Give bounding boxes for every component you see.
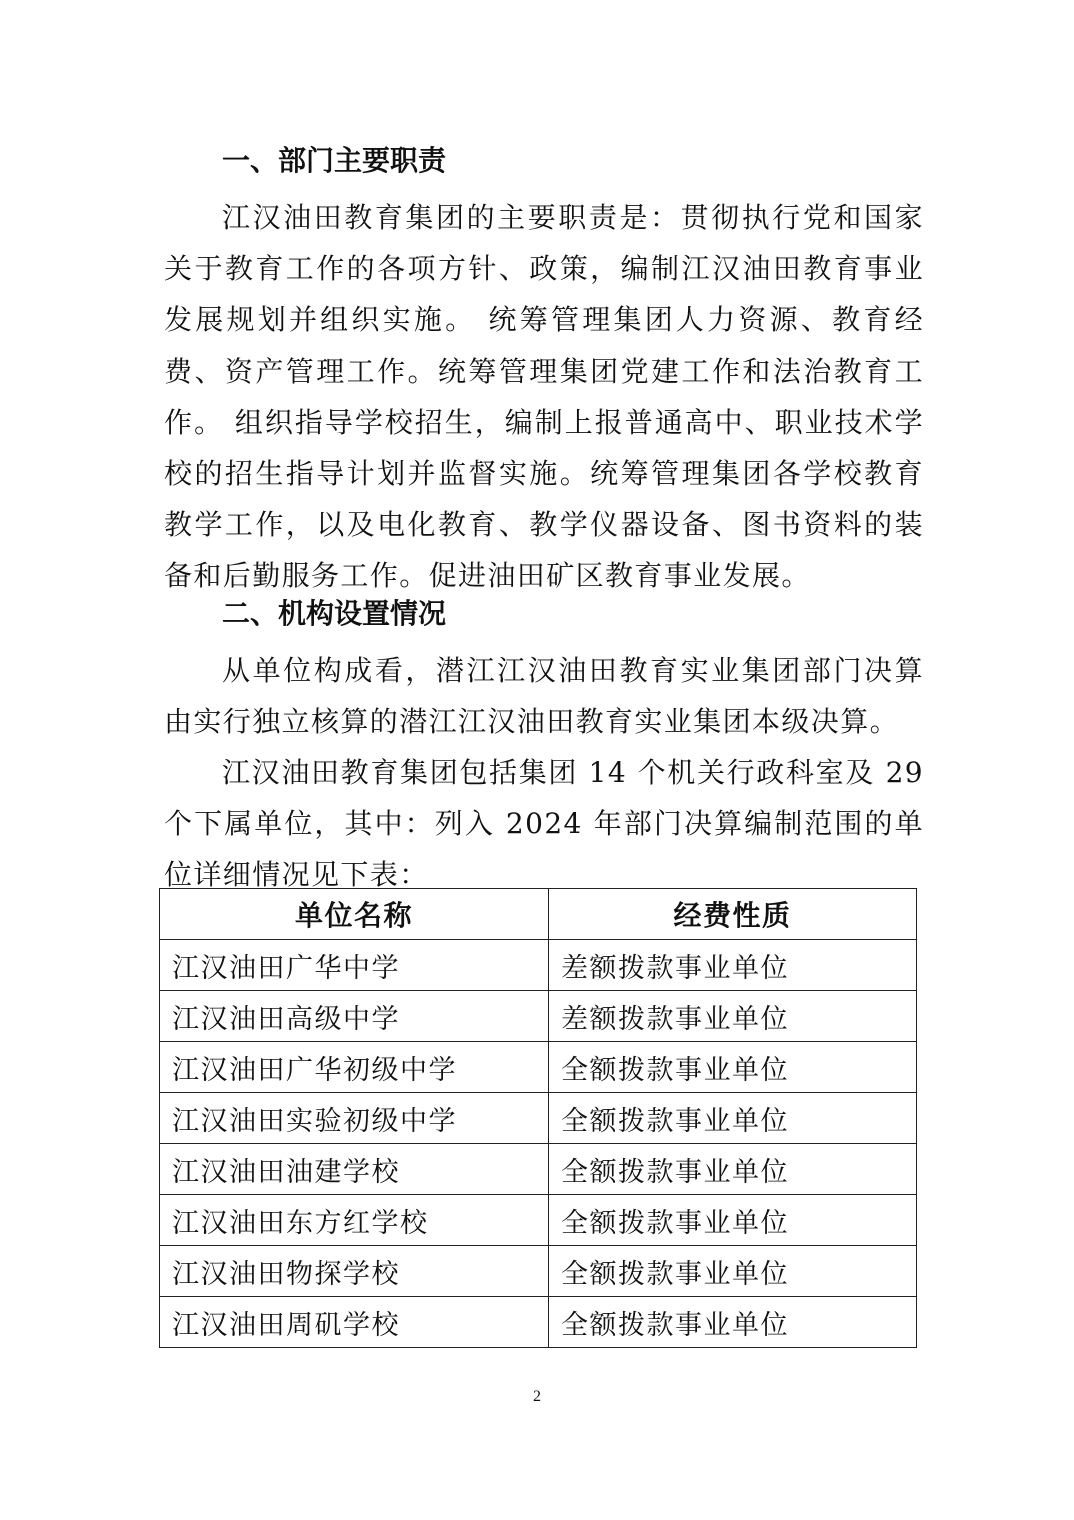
- table-row: [160, 1093, 917, 1144]
- section-heading-organization: 二、机构设置情况: [222, 597, 447, 630]
- organization-paragraph-2: 江汉油田教育集团包括集团 14 个机关行政科室及 29 个下属单位，其中：列入 2024 年部门决算编制范围的单位详细情况见下表：: [164, 756, 924, 892]
- table-row: [160, 1042, 917, 1093]
- table-row: [160, 1246, 917, 1297]
- header-funding-type: 经费性质: [549, 889, 917, 940]
- header-unit-name: 单位名称: [160, 889, 549, 940]
- unit-name-cell: 江汉油田周矶学校: [160, 1297, 549, 1348]
- unit-name-cell: 江汉油田实验初级中学: [160, 1093, 549, 1144]
- table-row: [160, 991, 917, 1042]
- funding-type-cell: 全额拨款事业单位: [549, 1246, 917, 1297]
- funding-type-cell: 差额拨款事业单位: [549, 991, 917, 1042]
- unit-name-cell: 江汉油田广华初级中学: [160, 1042, 549, 1093]
- section-heading-duties: 一、部门主要职责: [222, 144, 447, 177]
- unit-name-cell: 江汉油田高级中学: [160, 991, 549, 1042]
- funding-type-cell: 全额拨款事业单位: [549, 1195, 917, 1246]
- funding-type-cell: 全额拨款事业单位: [549, 1297, 917, 1348]
- table-row: [160, 940, 917, 991]
- table-row: [160, 1297, 917, 1348]
- duties-paragraph: 江汉油田教育集团的主要职责是：贯彻执行党和国家关于教育工作的各项方针、政策，编制江汉油田教育事业发展规划并组织实施。 统筹管理集团人力资源、教育经费、资产管理工作。统筹管理集团党建工作和法治教育工作。 组织指导学校招生，编制上报普通高中、职业技术学校的招生指导计划并监督实施。统筹管理集团各学校教育教学工作，以及电化教育、教学仪器设备、图书资料的装备和后勤服务工作。促进油田矿区教育事业发展。: [164, 201, 924, 593]
- table-row: [160, 1195, 917, 1246]
- funding-type-cell: 全额拨款事业单位: [549, 1144, 917, 1195]
- unit-name-cell: 江汉油田油建学校: [160, 1144, 549, 1195]
- page-number: 2: [533, 1388, 541, 1405]
- organization-paragraph-1: 从单位构成看，潜江江汉油田教育实业集团部门决算由实行独立核算的潜江江汉油田教育实业集团本级决算。: [164, 654, 924, 739]
- funding-type-cell: 差额拨款事业单位: [549, 940, 917, 991]
- table-header-row: [160, 889, 917, 940]
- units-table: [159, 888, 917, 1348]
- funding-type-cell: 全额拨款事业单位: [549, 1042, 917, 1093]
- unit-name-cell: 江汉油田物探学校: [160, 1246, 549, 1297]
- funding-type-cell: 全额拨款事业单位: [549, 1093, 917, 1144]
- unit-name-cell: 江汉油田广华中学: [160, 940, 549, 991]
- table-row: [160, 1144, 917, 1195]
- unit-name-cell: 江汉油田东方红学校: [160, 1195, 549, 1246]
